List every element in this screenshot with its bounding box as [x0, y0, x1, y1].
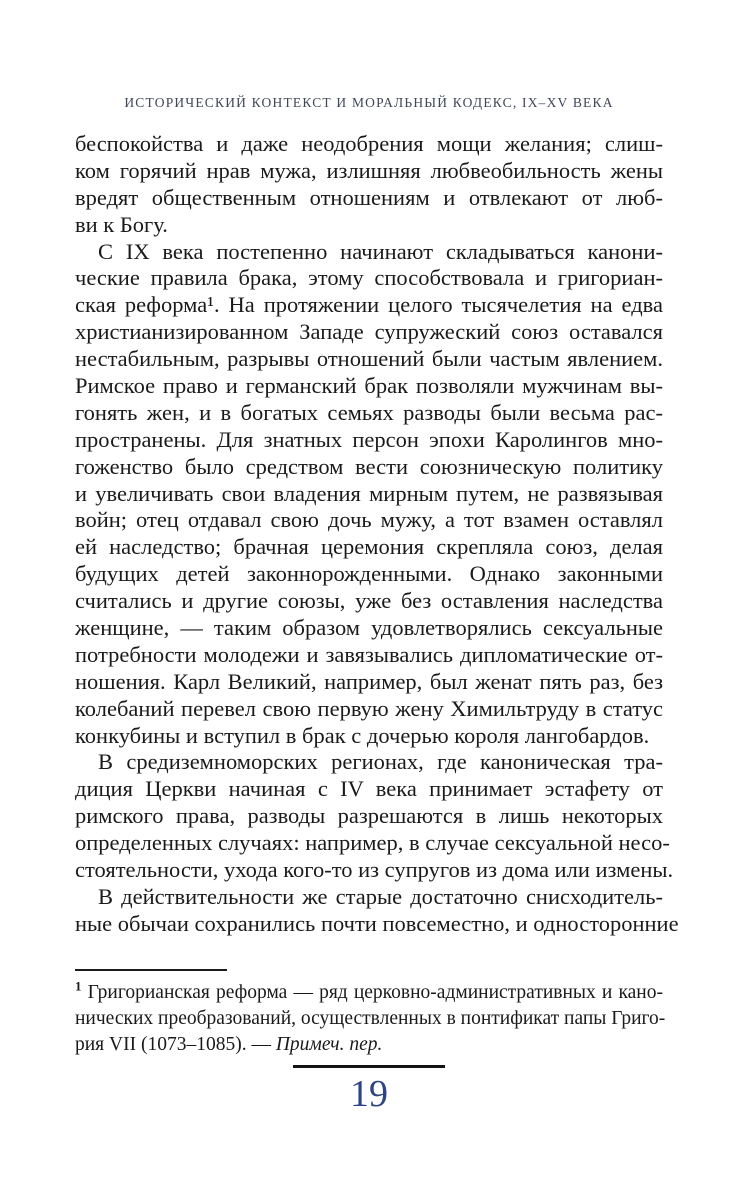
running-header: ИСТОРИЧЕСКИЙ КОНТЕКСТ И МОРАЛЬНЫЙ КОДЕКС, IX–XV ВЕКА — [124, 95, 614, 110]
text-line: конкубины и вступил в брак с дочерью короля лангобардов. — [75, 722, 650, 748]
footnote-last-regular: рия VII (1073–1085). — — [75, 1034, 276, 1055]
page-number: 19 — [350, 1073, 388, 1115]
text-line: пространены. Для знатных персон эпохи Каролингов мно- — [75, 426, 663, 452]
text-line: ношения. Карл Великий, например, был женат пять раз, без — [75, 668, 663, 694]
footnote-marker: 1 — [75, 978, 82, 994]
footnote-translator-note: Примеч. пер. — [275, 1034, 383, 1055]
text-line: стоятельности, ухода кого-то из супругов из дома или измены. — [75, 857, 674, 883]
text-line: ская реформа¹. На протяжении целого тысячелетия на едва — [75, 292, 663, 318]
text-line: ные обычаи сохранились почти повсеместно, и односторонние — [75, 910, 679, 936]
footnote-line: $^1$ Григорианская реформа — ряд церковно-административных и кано- — [75, 978, 663, 1003]
paragraph — [75, 131, 663, 239]
text-line: гоженство было средством вести союзническую политику — [75, 453, 663, 479]
text-line: В средиземноморских регионах, где каноническая тра- — [98, 749, 663, 775]
text-line: и увеличивать свои владения мирным путем, не развязывая — [75, 480, 663, 506]
text-line: будущих детей законнорожденными. Однако законными — [75, 561, 663, 587]
paragraph — [75, 749, 674, 883]
footer-rule — [293, 1065, 445, 1068]
text-line: ви к Богу. — [75, 211, 168, 237]
footnote-line: нических преобразований, осуществленных в понтификат папы Григо- — [75, 1008, 666, 1029]
text-line: С IX века постепенно начинают складываться канони- — [98, 238, 663, 264]
text-line: диция Церкви начиная с IV века принимает эстафету от — [75, 776, 663, 802]
text-line: вредят общественным отношениям и отвлекают от люб- — [75, 184, 663, 210]
footnote-separator — [75, 969, 227, 971]
text-line: гонять жен, и в богатых семьях разводы были весьма рас- — [75, 399, 663, 425]
body-text — [75, 131, 679, 938]
text-line: беспокойства и даже неодобрения мощи желания; слиш- — [75, 131, 663, 156]
text-line: считались и другие союзы, уже без оставления наследства — [75, 588, 663, 614]
text-line: Римское право и германский брак позволяли мужчинам вы- — [75, 373, 663, 399]
text-line: нестабильным, разрывы отношений были частым явлением. — [75, 346, 663, 372]
text-line: ей наследство; брачная церемония скрепляла союз, делая — [75, 534, 663, 560]
text-line: римского права, разводы разрешаются в лишь некоторых — [75, 803, 663, 829]
paragraph — [75, 883, 679, 938]
text-line: христианизированном Западе супружеский союз оставался — [75, 319, 663, 345]
text-line: женщине, — таким образом удовлетворялись сексуальные — [75, 615, 663, 641]
text-line: войн; отец отдавал свою дочь мужу, а тот взамен оставлял — [75, 507, 663, 533]
footnote — [75, 978, 666, 1058]
text-line: ческие правила брака, этому способствовала и григориан- — [75, 265, 663, 291]
text-line: В действительности же старые достаточно снисходитель- — [98, 883, 663, 909]
text-line: ком горячий нрав мужа, излишняя любвеобильность жены — [75, 157, 663, 183]
text-line: определенных случаях: например, в случае сексуальной несо- — [75, 830, 670, 856]
text-line: колебаний перевел свою первую жену Химильтруду в статус — [75, 695, 663, 721]
footnote-line — [75, 1032, 663, 1058]
text-line: потребности молодежи и завязывались дипломатические от- — [75, 641, 663, 667]
paragraph — [75, 239, 663, 750]
